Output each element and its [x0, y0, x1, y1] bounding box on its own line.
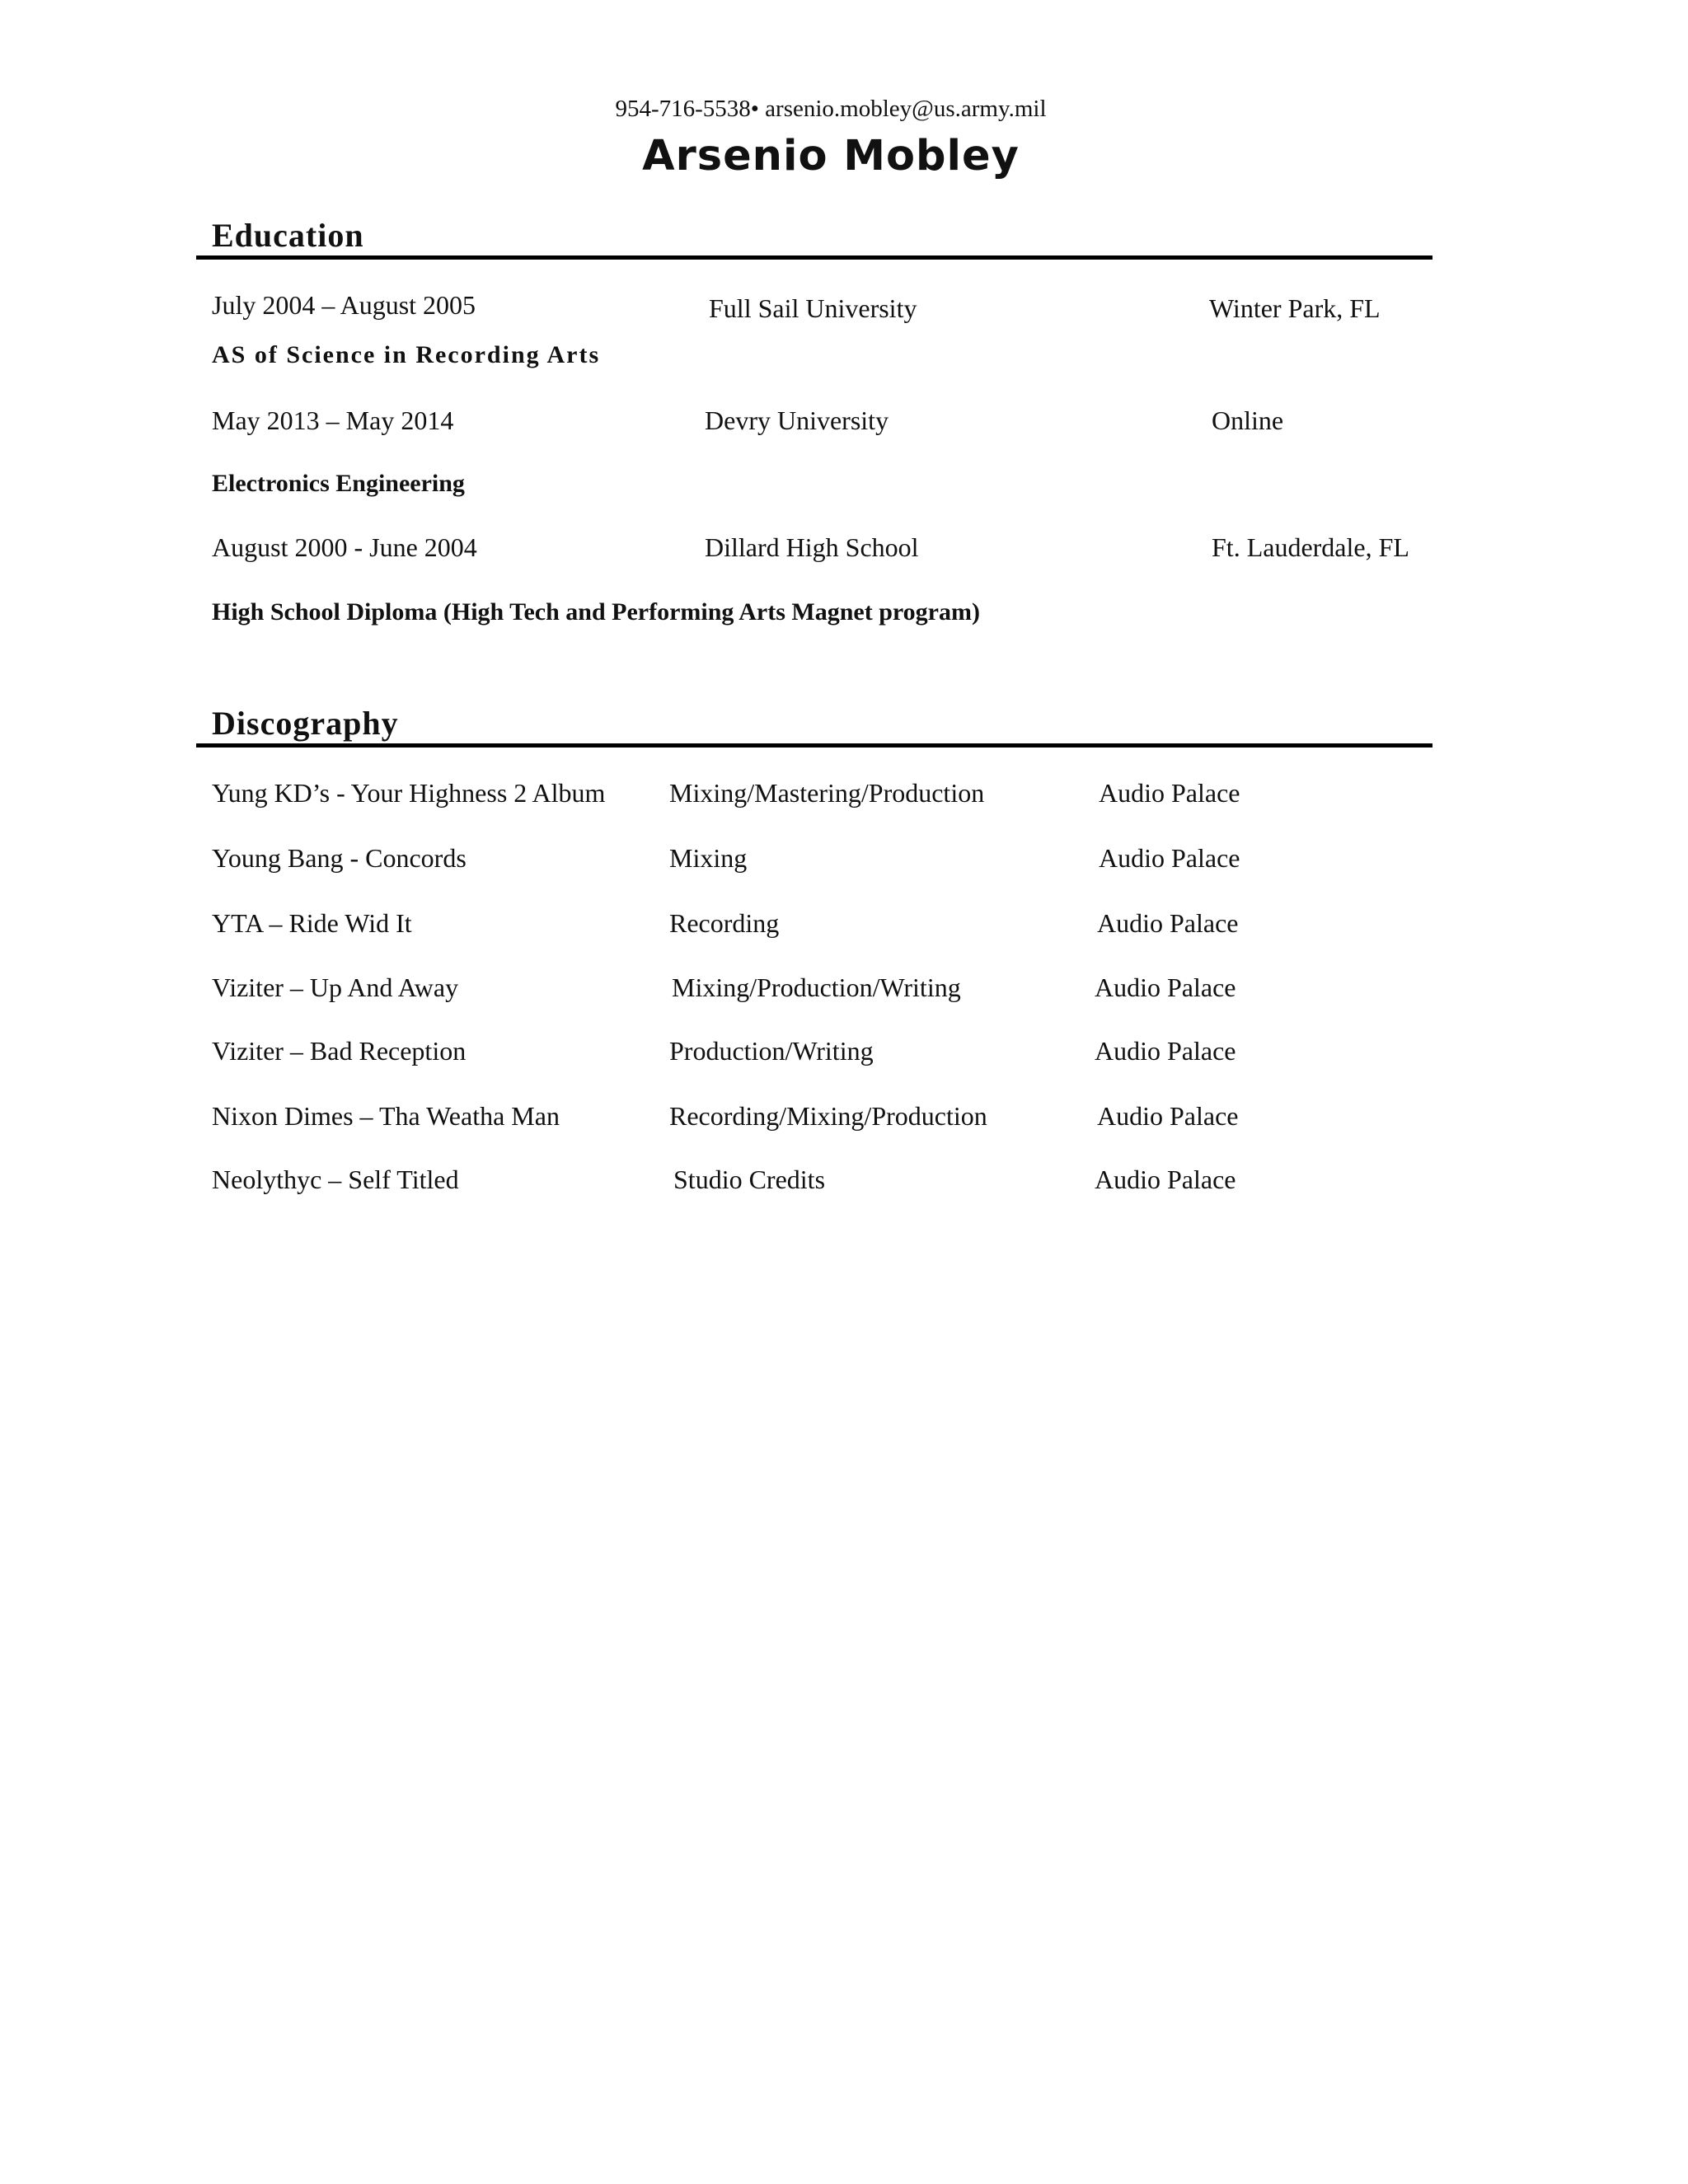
- discography-7-project: Neolythyc – Self Titled: [212, 1165, 459, 1194]
- discography-2-project: Young Bang - Concords: [212, 843, 467, 873]
- discography-5-studio: Audio Palace: [1095, 1036, 1236, 1066]
- discography-6-project: Nixon Dimes – Tha Weatha Man: [212, 1101, 560, 1131]
- education-3-dates: August 2000 - June 2004: [212, 532, 477, 562]
- discography-3-project: YTA – Ride Wid It: [212, 908, 412, 938]
- education-1-location: Winter Park, FL: [1209, 293, 1381, 323]
- education-2-school: Devry University: [705, 405, 889, 435]
- education-1-degree: AS of Science in Recording Arts: [212, 341, 601, 368]
- discography-1-project: Yung KD’s - Your Highness 2 Album: [212, 778, 606, 808]
- discography-divider: [196, 743, 1432, 748]
- discography-3-studio: Audio Palace: [1097, 908, 1239, 938]
- discography-3-role: Recording: [669, 908, 780, 938]
- education-divider: [196, 255, 1432, 260]
- education-heading: Education: [212, 217, 364, 254]
- discography-5-role: Production/Writing: [669, 1036, 874, 1066]
- education-3-school: Dillard High School: [705, 532, 919, 562]
- discography-heading: Discography: [212, 705, 399, 742]
- discography-4-role: Mixing/Production/Writing: [672, 972, 961, 1002]
- contact-line: 954-716-5538• arsenio.mobley@us.army.mil: [615, 96, 1047, 122]
- education-1-school: Full Sail University: [709, 293, 917, 323]
- education-1-dates: July 2004 – August 2005: [212, 290, 476, 320]
- discography-2-studio: Audio Palace: [1099, 843, 1240, 873]
- discography-5-project: Viziter – Bad Reception: [212, 1036, 467, 1066]
- discography-2-role: Mixing: [669, 843, 748, 873]
- discography-4-studio: Audio Palace: [1095, 972, 1236, 1002]
- discography-4-project: Viziter – Up And Away: [212, 972, 459, 1002]
- discography-6-studio: Audio Palace: [1097, 1101, 1239, 1131]
- discography-6-role: Recording/Mixing/Production: [669, 1101, 987, 1131]
- discography-7-studio: Audio Palace: [1095, 1165, 1236, 1194]
- discography-7-role: Studio Credits: [673, 1165, 826, 1194]
- education-3-location: Ft. Lauderdale, FL: [1212, 532, 1409, 562]
- education-2-dates: May 2013 – May 2014: [212, 405, 454, 435]
- education-2-degree: Electronics Engineering: [212, 470, 465, 497]
- discography-1-studio: Audio Palace: [1099, 778, 1240, 808]
- education-2-location: Online: [1212, 405, 1284, 435]
- candidate-name: Arsenio Mobley: [642, 132, 1020, 180]
- education-3-degree: High School Diploma (High Tech and Performing Arts Magnet program): [212, 598, 980, 626]
- discography-1-role: Mixing/Mastering/Production: [669, 778, 985, 808]
